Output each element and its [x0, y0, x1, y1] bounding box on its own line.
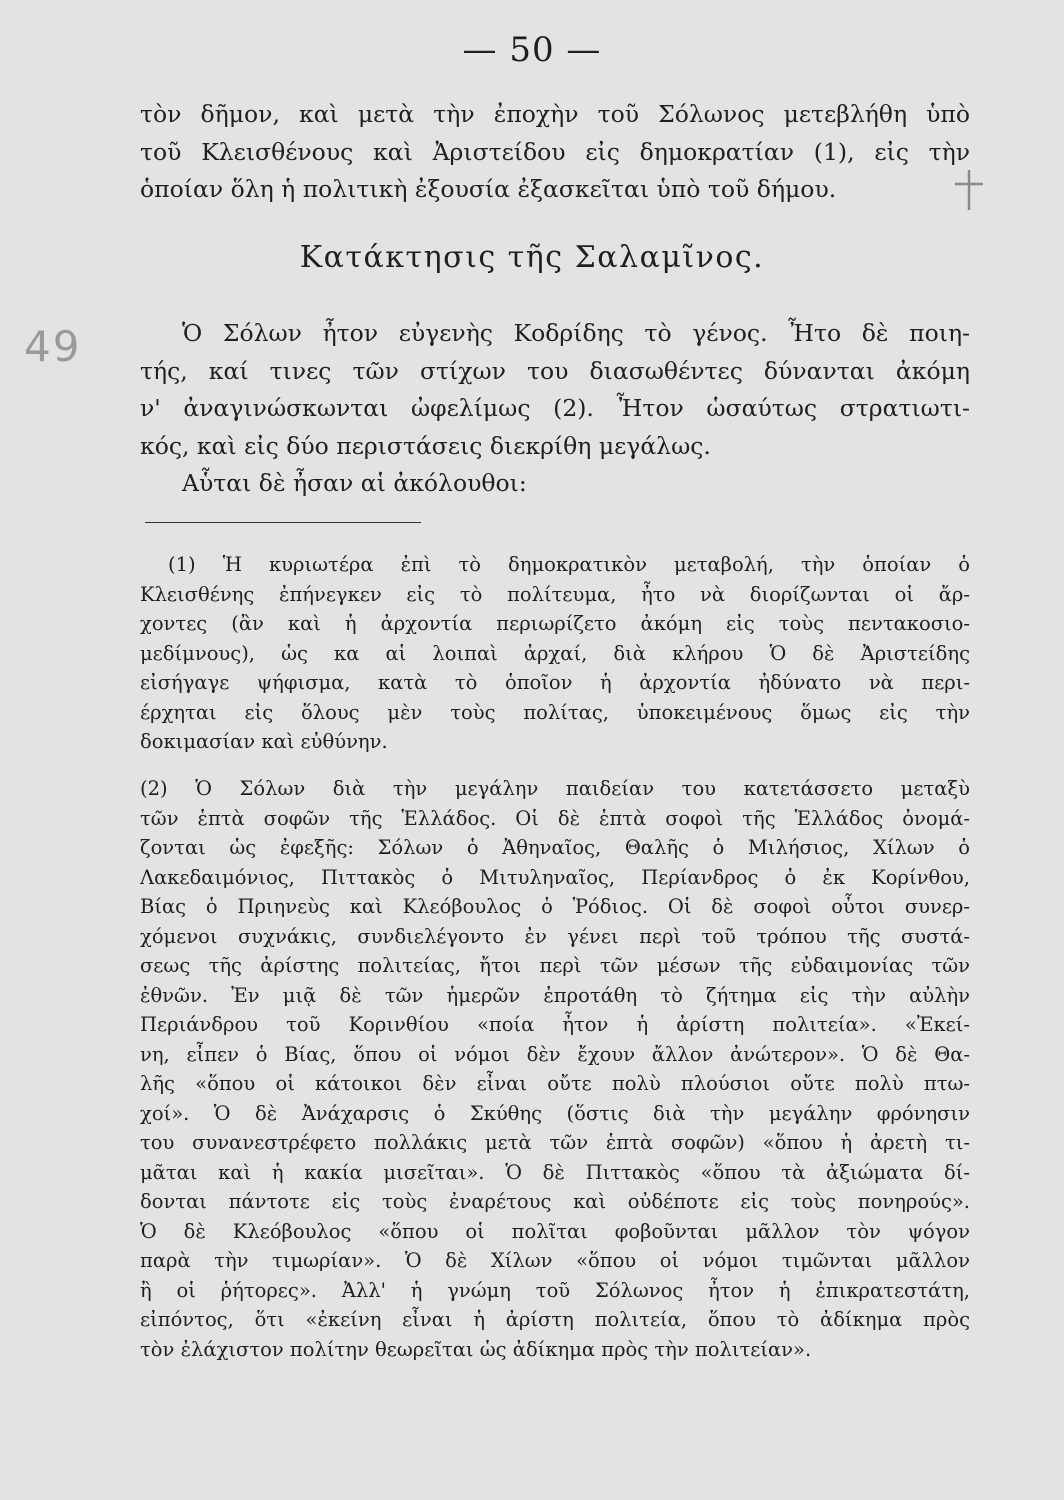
- text-line: τής, καί τινες τῶν στίχων του διασωθέντες δύνανται ἀκόμη: [140, 356, 970, 385]
- text-line: κός, καὶ εἰς δύο περιστάσεις διεκρίθη μεγάλως.: [140, 431, 711, 460]
- footnote-line: χόμενοι συχνάκις, συνδιελέγοντο ἐν γένει περὶ τοῦ τρόπου τῆς συστά-: [140, 924, 970, 948]
- footnote-line: Ὁ δὲ Κλεόβουλος «ὅπου οἱ πολῖται φοβοῦνται μᾶλλον τὸν ψόγον: [140, 1219, 970, 1243]
- text-line: Ὁ Σόλων ἦτον εὐγενὴς Κοδρίδης τὸ γένος. Ἦτο δὲ ποιη-: [182, 319, 970, 347]
- footnote-line: ἢ οἱ ῥήτορες». Ἀλλ' ἡ γνώμη τοῦ Σόλωνος ἦτον ἡ ἐπικρατεστάτη,: [140, 1278, 970, 1302]
- footnote-line: ζονται ὡς ἐφεξῆς: Σόλων ὁ Ἀθηναῖος, Θαλῆς ὁ Μιλήσιος, Χίλων ὁ: [140, 836, 970, 859]
- footnote-line: ἐθνῶν. Ἐν μιᾷ δὲ τῶν ἡμερῶν ἐπροτάθη τὸ ζήτημα εἰς τὴν αὐλὴν: [140, 983, 970, 1007]
- text-line: ν' ἀναγινώσκωνται ὠφελίμως (2). Ἦτον ὡσαύτως στρατιωτι-: [140, 394, 970, 422]
- footnote-separator: [145, 522, 421, 523]
- intro-paragraph: [140, 96, 970, 209]
- text-line: τὸν δῆμον, καὶ μετὰ τὴν ἐποχὴν τοῦ Σόλωνος μετεβλήθη ὑπὸ: [140, 100, 970, 128]
- footnote-line: δοκιμασίαν καὶ εὐθύνην.: [140, 730, 388, 753]
- text-line: Αὗται δὲ ἦσαν αἱ ἀκόλουθοι:: [182, 469, 527, 497]
- footnote-line: (1) Ἡ κυριωτέρα ἐπὶ τὸ δημοκρατικὸν μεταβολή, τὴν ὁποίαν ὁ: [168, 553, 970, 576]
- footnote-line: νη, εἶπεν ὁ Βίας, ὅπου οἱ νόμοι δὲν ἔχουν ἄλλον ἀνώτερον». Ὁ δὲ Θα-: [140, 1042, 970, 1066]
- margin-pencil-note: 49: [24, 322, 82, 371]
- footnote-line: έρχηται εἰς ὅλους μὲν τοὺς πολίτας, ὑποκειμένους ὅμως εἰς τὴν: [140, 700, 970, 724]
- solon-paragraph: [140, 315, 970, 503]
- footnote-1: [140, 550, 970, 757]
- footnote-line: μᾶται καὶ ἡ κακία μισεῖται». Ὁ δὲ Πιττακὸς «ὅπου τὰ ἀξιώματα δί-: [140, 1160, 970, 1184]
- footnote-line: εἰπόντος, ὅτι «ἐκείνη εἶναι ἡ ἀρίστη πολιτεία, ὅπου τὸ ἀδίκημα πρὸς: [140, 1308, 970, 1331]
- footnote-line: χοντες (ἂν καὶ ἡ ἀρχοντία περιωρίζετο ἀκόμη εἰς τοὺς πεντακοσιο-: [140, 612, 970, 635]
- footnote-line: Περιάνδρου τοῦ Κορινθίου «ποία ἦτον ἡ ἀρίστη πολιτεία». «Ἐκεί-: [140, 1013, 970, 1036]
- footnote-line: (2) Ὁ Σόλων διὰ τὴν μεγάλην παιδείαν του κατετάσσετο μεταξὺ: [140, 777, 970, 800]
- section-heading: Κατάκτησις τῆς Σαλαμῖνος.: [299, 240, 765, 275]
- footnote-line: του συνανεστρέφετο πολλάκις μετὰ τῶν ἑπτὰ σοφῶν) «ὅπου ἡ ἀρετὴ τι-: [140, 1131, 970, 1154]
- footnote-line: Κλεισθένης ἐπήνεγκεν εἰς τὸ πολίτευμα, ἦτο νὰ διορίζωνται οἱ ἄρ-: [140, 582, 970, 606]
- footnote-line: λῆς «ὅπου οἱ κάτοικοι δὲν εἶναι οὔτε πολὺ πλούσιοι οὔτε πολὺ πτω-: [140, 1072, 970, 1095]
- footnote-line: εἰσήγαγε ψήφισμα, κατὰ τὸ ὁποῖον ἡ ἀρχοντία ἠδύνατο νὰ περι-: [140, 671, 970, 694]
- footnote-line: μεδίμνους), ὡς κα αἱ λοιπαὶ ἀρχαί, διὰ κλήρου Ὁ δὲ Ἀριστείδης: [140, 641, 970, 665]
- footnote-line: Λακεδαιμόνιος, Πιττακὸς ὁ Μιτυληναῖος, Περίανδρος ὁ ἐκ Κορίνθου,: [140, 865, 970, 889]
- footnote-line: τὸν ἐλάχιστον πολίτην θεωρεῖται ὡς ἀδίκημα πρὸς τὴν πολιτείαν».: [140, 1337, 812, 1361]
- text-line: ὁποίαν ὅλη ἡ πολιτικὴ ἐξουσία ἐξασκεῖται ὑπὸ τοῦ δήμου.: [140, 175, 837, 203]
- footnote-line: χοί». Ὁ δὲ Ἀνάχαρσις ὁ Σκύθης (ὅστις διὰ τὴν μεγάλην φρόνησιν: [140, 1101, 970, 1125]
- footnote-line: παρὰ τὴν τιμωρίαν». Ὁ δὲ Χίλων «ὅπου οἱ νόμοι τιμῶνται μᾶλλον: [140, 1249, 970, 1272]
- page-number: — 50 —: [462, 30, 602, 70]
- footnote-line: τῶν ἑπτὰ σοφῶν τῆς Ἑλλάδος. Οἱ δὲ ἑπτὰ σοφοὶ τῆς Ἑλλάδος ὀνομά-: [140, 806, 970, 830]
- text-line: τοῦ Κλεισθένους καὶ Ἀριστείδου εἰς δημοκρατίαν (1), εἰς τὴν: [140, 137, 970, 166]
- footnote-line: σεως τῆς ἀρίστης πολιτείας, ἤτοι περὶ τῶν μέσων τῆς εὐδαιμονίας τῶν: [140, 954, 970, 977]
- footnote-2: [140, 774, 970, 1364]
- footnote-line: Βίας ὁ Πριηνεὺς καὶ Κλεόβουλος ὁ Ῥόδιος. Οἱ δὲ σοφοὶ οὗτοι συνερ-: [140, 895, 970, 918]
- footnote-line: δονται πάντοτε εἰς τοὺς ἐναρέτους καὶ οὐδέποτε εἰς τοὺς πονηρούς».: [140, 1190, 970, 1213]
